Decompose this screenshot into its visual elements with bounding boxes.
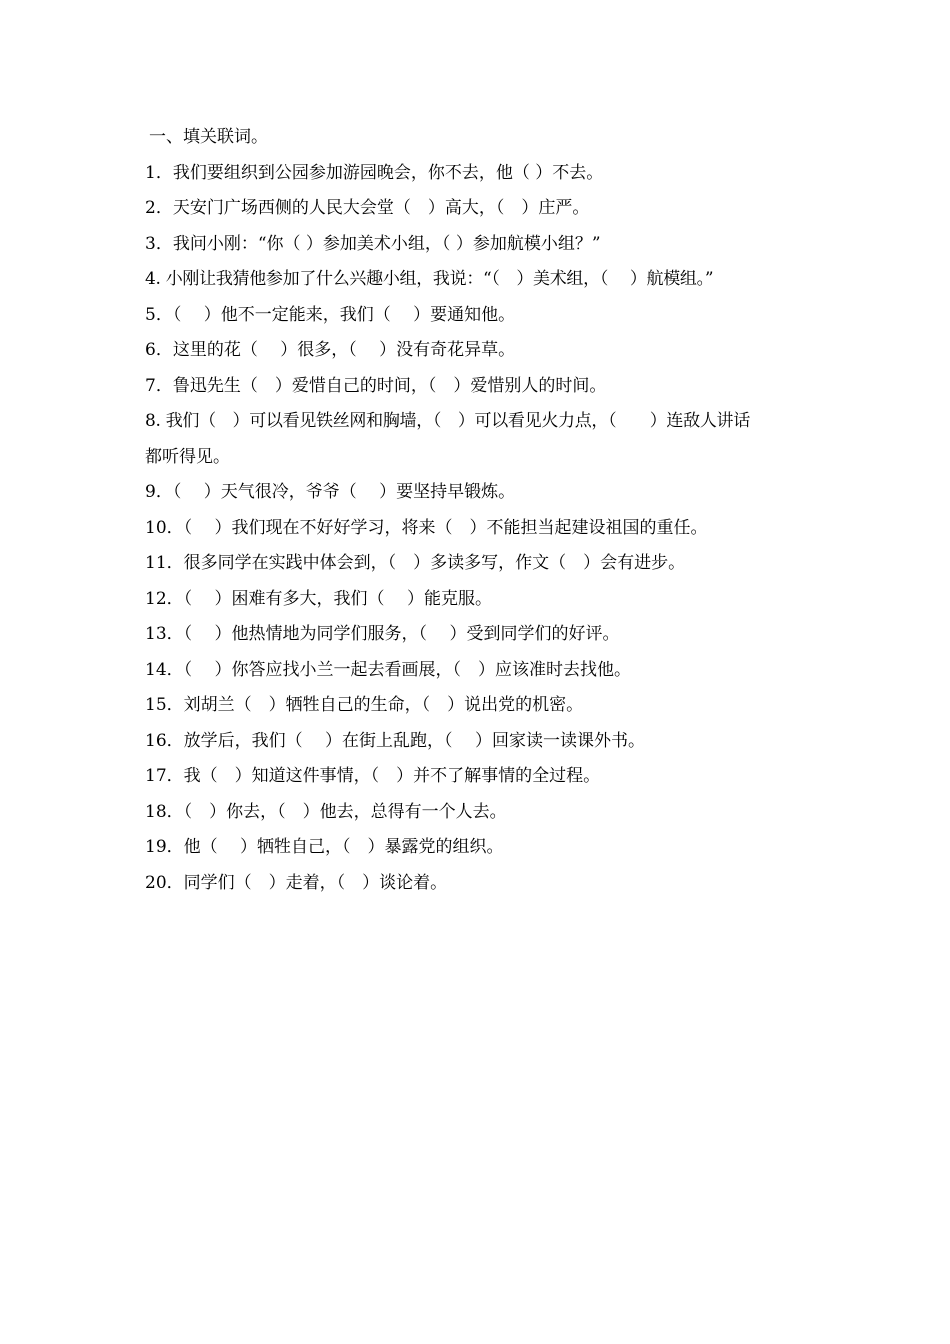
question-2: 2．天安门广场西侧的人民大会堂（ ）高大，（ ）庄严。 bbox=[145, 198, 590, 218]
question-8: 8. 我们（ ）可以看见铁丝网和胸墙，（ ）可以看见火力点，（ ）连敌人讲话 bbox=[145, 411, 750, 431]
section-title: 一、填关联词。 bbox=[149, 127, 268, 147]
question-8-continued: 都听得见。 bbox=[145, 446, 230, 467]
question-15: 15．刘胡兰（ ）牺牲自己的生命，（ ）说出党的机密。 bbox=[145, 695, 584, 715]
question-6: 6．这里的花（ ）很多，（ ）没有奇花异草。 bbox=[145, 340, 516, 360]
question-20: 20．同学们（ ）走着，（ ）谈论着。 bbox=[145, 872, 448, 893]
question-17: 17．我（ ）知道这件事情，（ ）并不了解事情的全过程。 bbox=[145, 766, 601, 786]
question-4: 4. 小刚让我猜他参加了什么兴趣小组，我说：“（ ）美术组，（ ）航模组。” bbox=[145, 269, 714, 289]
question-12: 12．（ ）困难有多大，我们（ ）能克服。 bbox=[145, 588, 492, 609]
question-1: 1．我们要组织到公园参加游园晚会，你不去，他（ ）不去。 bbox=[145, 162, 604, 183]
worksheet bbox=[145, 120, 815, 901]
question-9: 9．（ ）天气很冷，爷爷（ ）要坚持早锻炼。 bbox=[145, 482, 516, 502]
question-3: 3．我问小刚：“你（ ）参加美术小组，（ ）参加航模小组？” bbox=[145, 233, 601, 254]
question-14: 14．（ ）你答应找小兰一起去看画展，（ ）应该准时去找他。 bbox=[145, 659, 632, 680]
question-7: 7．鲁迅先生（ ）爱惜自己的时间，（ ）爱惜别人的时间。 bbox=[145, 375, 607, 396]
question-16: 16．放学后，我们（ ）在街上乱跑，（ ）回家读一读课外书。 bbox=[145, 730, 645, 751]
question-19: 19．他（ ）牺牲自己，（ ）暴露党的组织。 bbox=[145, 837, 504, 857]
question-11: 11．很多同学在实践中体会到，（ ）多读多写，作文（ ）会有进步。 bbox=[145, 553, 686, 573]
question-18: 18．（ ）你去，（ ）他去，总得有一个人去。 bbox=[145, 801, 507, 822]
question-13: 13．（ ）他热情地为同学们服务，（ ）受到同学们的好评。 bbox=[145, 624, 620, 644]
question-5: 5．（ ）他不一定能来，我们（ ）要通知他。 bbox=[145, 304, 516, 325]
question-10: 10．（ ）我们现在不好好学习，将来（ ）不能担当起建设祖国的重任。 bbox=[145, 517, 708, 538]
